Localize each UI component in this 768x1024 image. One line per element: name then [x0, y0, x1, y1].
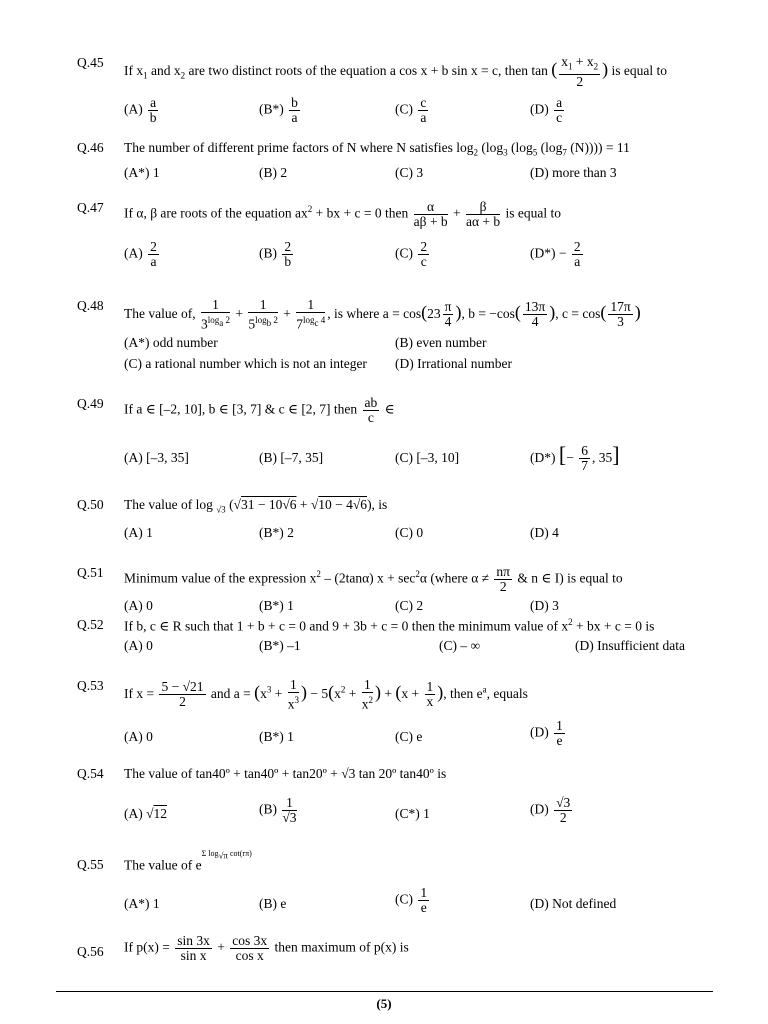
option-c[interactable]: (C) [–3, 10] [395, 450, 460, 465]
option-b[interactable]: (B*) 2 [259, 525, 294, 540]
option-d[interactable]: (D) $\frac{√3}{2}$ [530, 795, 571, 825]
question-text: The value of tan40º + tan40º + tan20º + √3 tan 20º tan40º is [124, 766, 447, 781]
question-number: Q.52 [77, 617, 104, 632]
question-text: If a ∈ [–2, 10], b ∈ [3, 7] & c ∈ [2, 7] then $\frac{ab}{c}$ ∈ [124, 395, 395, 425]
option-a[interactable]: (A) 0 [124, 638, 153, 653]
option-c[interactable]: (C) $\frac{1}{e}$ [395, 885, 428, 915]
option-b[interactable]: (B) 2 [259, 165, 288, 180]
option-a[interactable]: (A) 0 [124, 729, 153, 744]
option-b[interactable]: (B) e [259, 896, 287, 911]
question-text: If p(x) = $\frac{\sin 3x}{\text{sin x}}$ + $\frac{\cos 3x}{\text{cos x}}$ then maximum of p(x) is [124, 933, 409, 963]
question-text: If $x_1$ and $x_2$ are two distinct roots of the equation a cos x + b sin x = c, then tan ( $\frac{x_1 + x_2}{2}$ ) is equal to [124, 54, 668, 89]
question-number: Q.56 [77, 944, 104, 959]
option-a[interactable]: (A) 1 [124, 525, 153, 540]
question-number: Q.49 [77, 396, 104, 411]
option-b[interactable]: (B) $\frac{1}{√3}$ [259, 795, 297, 825]
option-b[interactable]: (B) even number [395, 335, 487, 350]
question-text: The number of different prime factors of N where N satisfies $\log_2 (\log_3$ ($\log_5$ ($\log_7$ (N)))) = 11 [124, 140, 630, 158]
question-number: Q.48 [77, 298, 104, 313]
question-text: If b, c ∈ R such that 1 + b + c = 0 and 9 + 3b + c = 0 then the minimum value of $x^2$ + bx + c = 0 is [124, 617, 655, 634]
option-a[interactable]: (A*) 1 [124, 896, 160, 911]
option-c[interactable]: (C) $\frac{c}{a}$ [395, 95, 427, 125]
option-c[interactable]: (C) e [395, 729, 423, 744]
question-text: If x = $\frac{5 - √21}{2}$ and $a = (x^3$ + $\frac{1}{x^3}$ ) − $5(x^2$ + $\frac{1}{x^2}$ ) + (x + $\frac{1}{x}$ ), then $e^a$, equals [124, 677, 528, 712]
option-d[interactable]: (D) 3 [530, 598, 559, 613]
question-number: Q.46 [77, 140, 104, 155]
option-d[interactable]: (D) $\frac{a}{c}$ [530, 95, 563, 125]
option-a[interactable]: (A) [–3, 35] [124, 450, 189, 465]
question-text: The value of $e^{\Sigma log_{√\pi} cot(r\pi)}$ [124, 849, 252, 873]
question-number: Q.47 [77, 200, 104, 215]
question-text: The value of, $\frac{1}{3^{log_a 2}}$ + $\frac{1}{5^{log_b 2}}$ + $\frac{1}{7^{log_c 4}}$ , is where a = cos(23 $\frac{\pi}{4}$ ), b = −cos( $\frac{13\pi}{4}$ ), c = cos( $\frac{17\pi}{3}$ ) [124, 297, 641, 332]
option-a[interactable]: (A) $\frac{a}{b}$ [124, 95, 157, 125]
option-a[interactable]: (A*) 1 [124, 165, 160, 180]
question-text: The value of log $_{√3}$ (√31 − 10√6 + √10 − 4√6), is [124, 497, 388, 515]
footer-divider [56, 991, 713, 992]
question-number: Q.54 [77, 766, 104, 781]
option-c[interactable]: (C) $\frac{2}{c}$ [395, 239, 428, 269]
question-text: Minimum value of the expression $x^2 - (2\tan\alpha) x + \sec^2\alpha$ (where α ≠ $\frac{n\pi}{2}$ & n ∈ I) is equal to [124, 564, 623, 594]
option-d[interactable]: (D) Not defined [530, 896, 617, 911]
question-number: Q.50 [77, 497, 104, 512]
option-a[interactable]: (A) √12 [124, 806, 168, 821]
option-c[interactable]: (C) 0 [395, 525, 424, 540]
option-d[interactable]: (D*) [− $\frac{6}{7}$ , 35] [530, 442, 620, 474]
option-b[interactable]: (B) $\frac{2}{b}$ [259, 239, 292, 269]
option-a[interactable]: (A) 0 [124, 598, 153, 613]
option-a[interactable]: (A*) odd number [124, 335, 218, 350]
page-number: (5) [376, 996, 392, 1011]
option-d[interactable]: (D) Insufficient data [575, 638, 685, 653]
question-number: Q.45 [77, 55, 104, 70]
option-c[interactable]: (C) – ∞ [439, 638, 481, 653]
option-d[interactable]: (D) Irrational number [395, 356, 512, 371]
option-d[interactable]: (D*) − $\frac{2}{a}$ [530, 239, 581, 269]
option-c[interactable]: (C) 2 [395, 598, 424, 613]
option-b[interactable]: (B*) –1 [259, 638, 301, 653]
option-a[interactable]: (A) $\frac{2}{a}$ [124, 239, 157, 269]
option-c[interactable]: (C) a rational number which is not an integer [124, 356, 367, 371]
option-c[interactable]: (C) 3 [395, 165, 424, 180]
option-d[interactable]: (D) more than 3 [530, 165, 617, 180]
option-b[interactable]: (B*) 1 [259, 729, 294, 744]
question-number: Q.55 [77, 857, 104, 872]
option-b[interactable]: (B*) $\frac{b}{a}$ [259, 95, 298, 125]
option-c[interactable]: (C*) 1 [395, 806, 430, 821]
question-number: Q.53 [77, 678, 104, 693]
question-number: Q.51 [77, 565, 104, 580]
option-d[interactable]: (D) $\frac{1}{e}$ [530, 718, 563, 748]
option-d[interactable]: (D) 4 [530, 525, 559, 540]
question-text: If α, β are roots of the equation $ax^2$ + bx + c = 0 then $\frac{\alpha}{a\beta + b}$ + $\frac{\beta}{a\alpha + b}$ is equal to [124, 199, 562, 229]
option-b[interactable]: (B) [–7, 35] [259, 450, 324, 465]
option-b[interactable]: (B*) 1 [259, 598, 294, 613]
